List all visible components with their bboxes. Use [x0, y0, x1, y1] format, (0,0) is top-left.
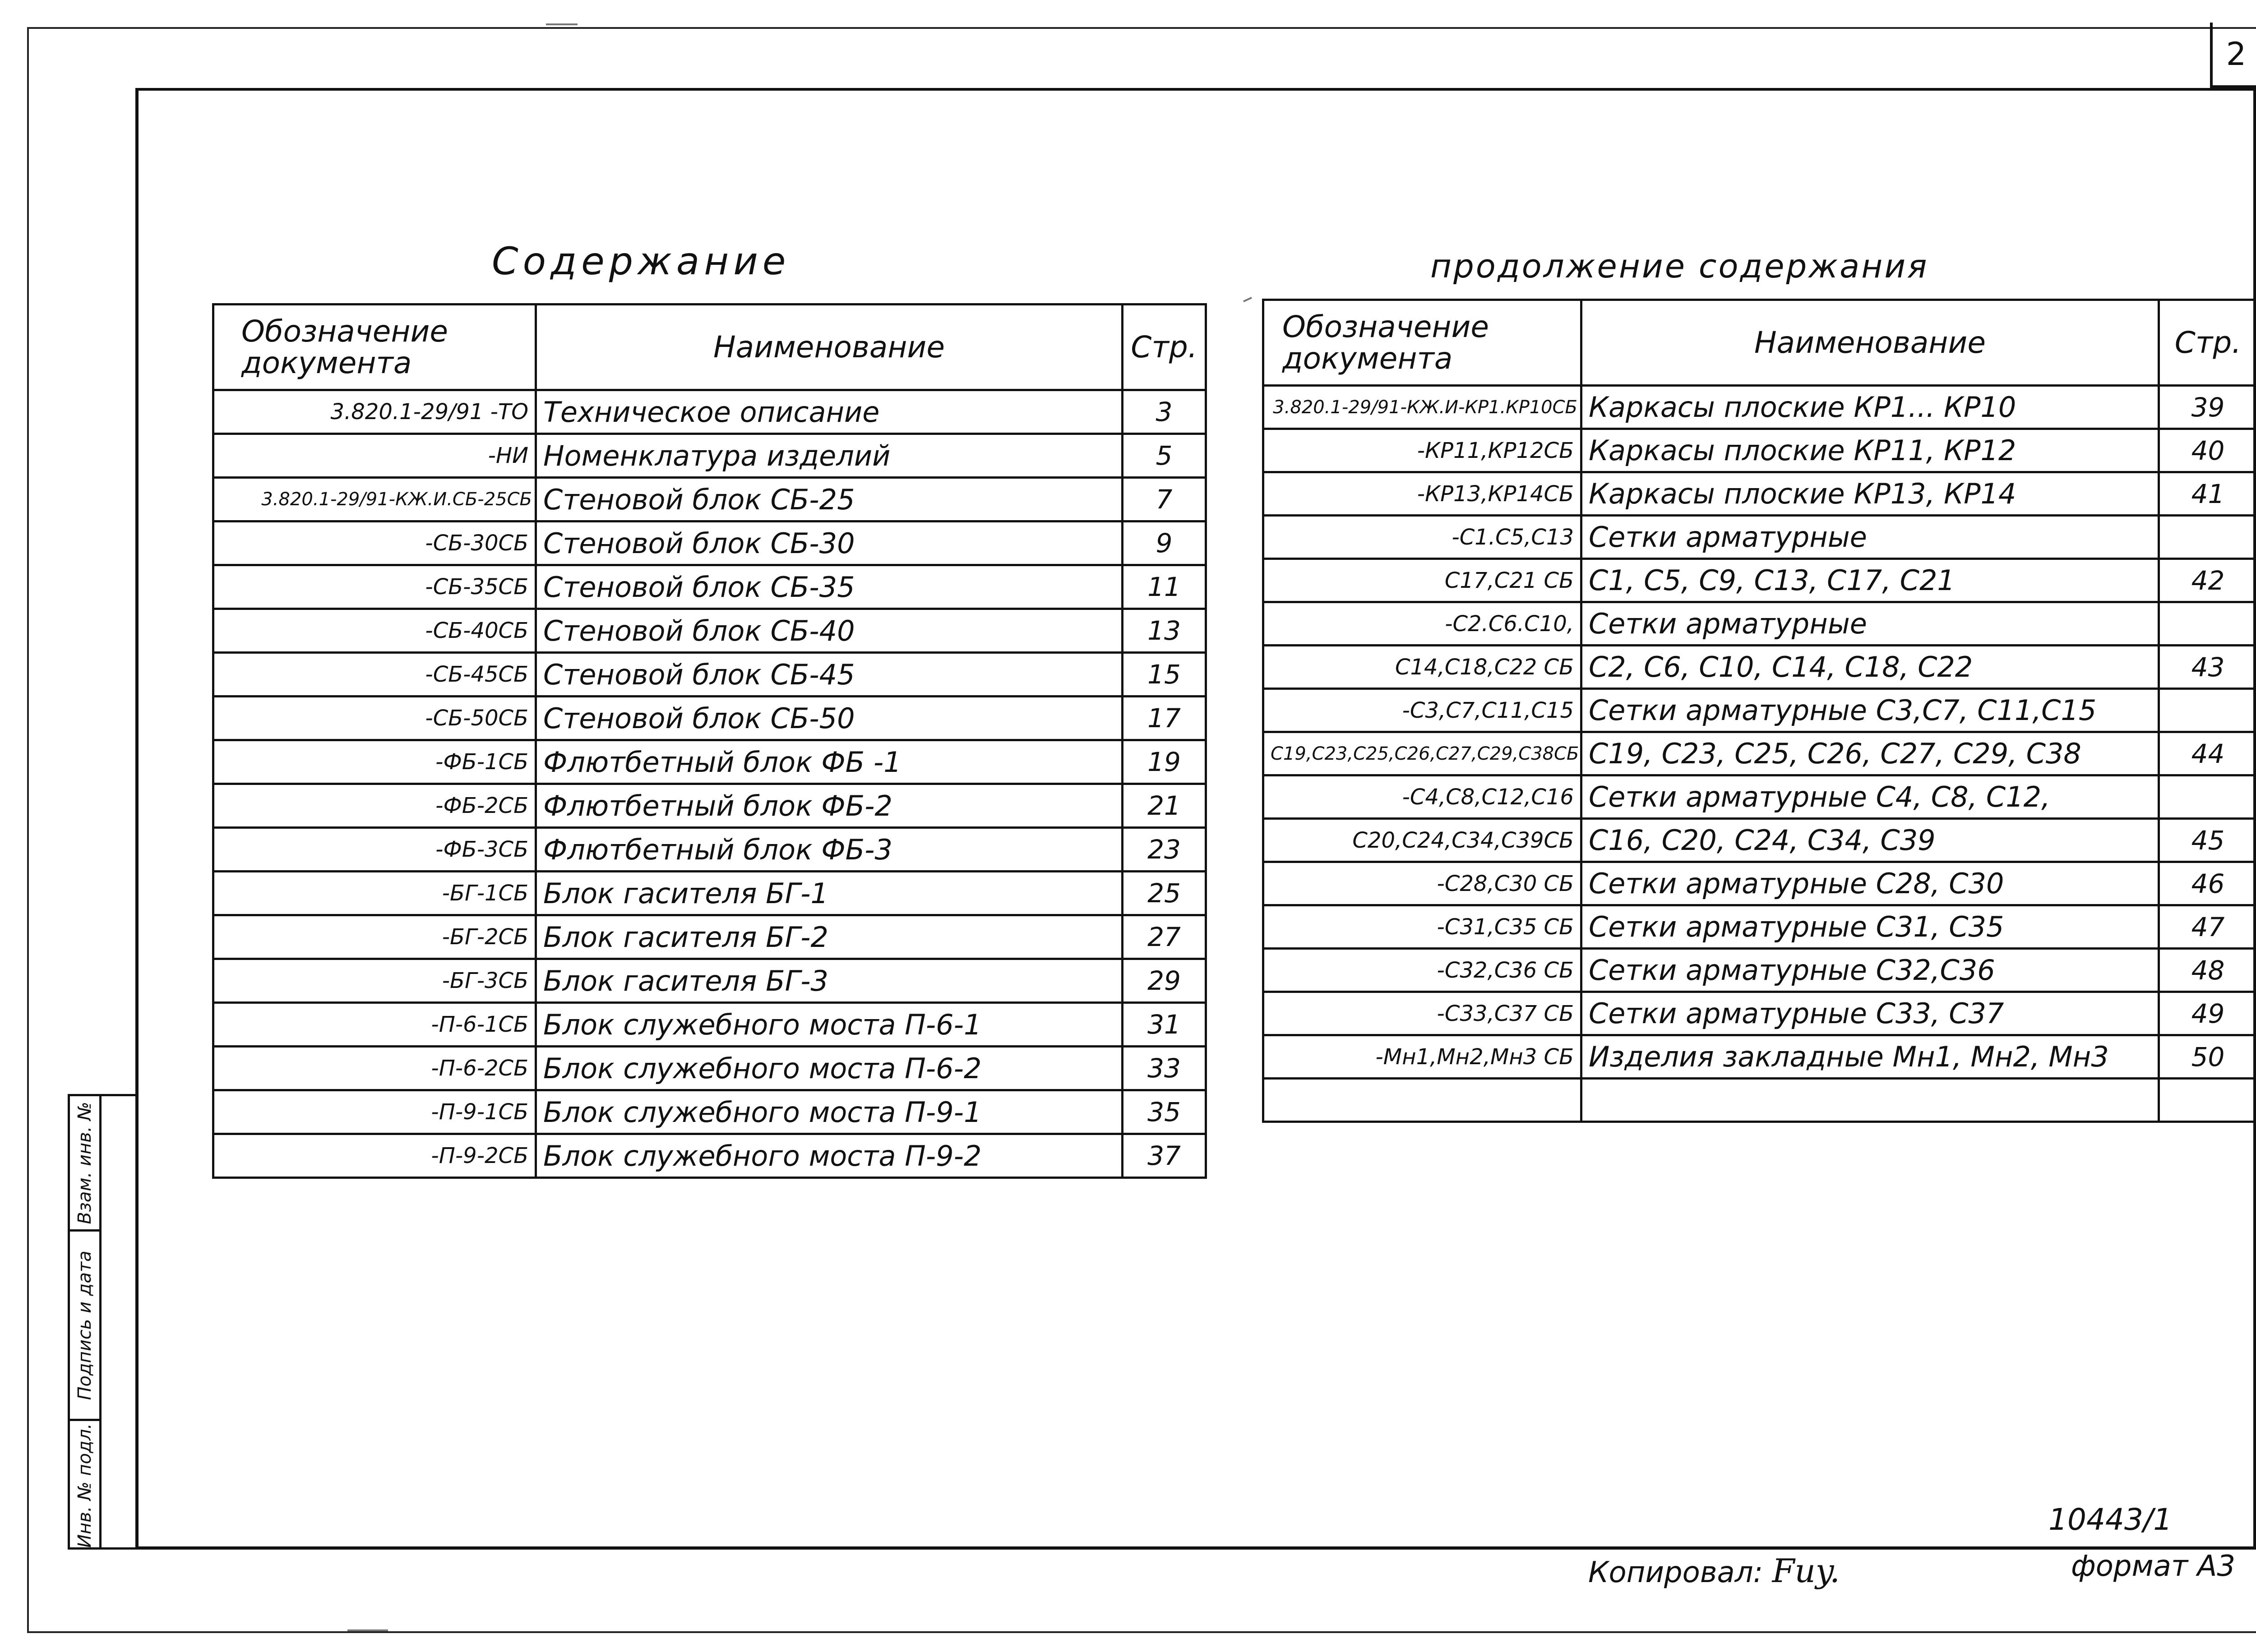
table-row — [1263, 905, 2256, 949]
approval-side-strip — [68, 1094, 135, 1550]
document-code: -БГ-3СБ — [213, 959, 536, 1003]
document-code: 3.820.1-29/91 -ТО — [213, 390, 536, 434]
document-code: -С28,С30 СБ — [1263, 862, 1581, 905]
document-code: -СБ-50СБ — [213, 697, 536, 740]
column-header-page: Стр. — [1123, 305, 1206, 390]
table-row — [213, 1047, 1206, 1090]
page-number: 40 — [2159, 429, 2256, 472]
document-name: Блок служебного моста П-6-1 — [536, 1003, 1123, 1047]
document-code: -П-6-1СБ — [213, 1003, 536, 1047]
page-number: 50 — [2159, 1035, 2256, 1079]
document-code: -ФБ-2СБ — [213, 784, 536, 828]
page-number — [2159, 689, 2256, 732]
toc-right-body — [1263, 386, 2256, 1122]
page-number: 11 — [1123, 565, 1206, 609]
document-name: Флютбетный блок ФБ-2 — [536, 784, 1123, 828]
table-row — [213, 565, 1206, 609]
table-row — [213, 784, 1206, 828]
table-row — [213, 959, 1206, 1003]
document-code: -С4,С8,С12,С16 — [1263, 775, 1581, 819]
document-code: -ФБ-3СБ — [213, 828, 536, 872]
table-row — [213, 521, 1206, 565]
document-code: -С3,С7,С11,С15 — [1263, 689, 1581, 732]
document-name: Сетки арматурные С3,С7, С11,С15 — [1581, 689, 2159, 732]
document-name: Сетки арматурные — [1581, 602, 2159, 646]
page-number: 33 — [1123, 1047, 1206, 1090]
document-name: С16, С20, С24, С34, С39 — [1581, 819, 2159, 862]
table-row — [1263, 559, 2256, 602]
document-code: С14,С18,С22 СБ — [1263, 646, 1581, 689]
document-name: С1, С5, С9, С13, С17, С21 — [1581, 559, 2159, 602]
page-number: 41 — [2159, 472, 2256, 516]
document-name: Сетки арматурные С31, С35 — [1581, 905, 2159, 949]
scan-mark — [546, 23, 578, 25]
table-header-row — [213, 305, 1206, 390]
document-name: Блок служебного моста П-9-2 — [536, 1134, 1123, 1178]
document-name: Изделия закладные Мн1, Мн2, Мн3 — [1581, 1035, 2159, 1079]
page-number: 29 — [1123, 959, 1206, 1003]
page-number — [2159, 602, 2256, 646]
page-number: 3 — [1123, 390, 1206, 434]
table-row — [1263, 602, 2256, 646]
document-name — [1581, 1079, 2159, 1122]
page-number: 49 — [2159, 992, 2256, 1035]
document-number: 10443/1 — [2048, 1502, 2173, 1537]
document-name: Сетки арматурные — [1581, 516, 2159, 559]
document-name: Каркасы плоские КР1... КР10 — [1581, 386, 2159, 429]
document-code: -П-9-1СБ — [213, 1090, 536, 1134]
document-code: -КР13,КР14СБ — [1263, 472, 1581, 516]
document-name: Техническое описание — [536, 390, 1123, 434]
page-number: 23 — [1123, 828, 1206, 872]
document-name: Стеновой блок СБ-50 — [536, 697, 1123, 740]
toc-table-left — [212, 303, 1207, 1179]
side-cell-replacement-inv — [70, 1096, 102, 1232]
table-row — [213, 740, 1206, 784]
table-row — [213, 915, 1206, 959]
toc-heading: Содержание — [492, 239, 791, 283]
page-number: 44 — [2159, 732, 2256, 775]
document-name: Стеновой блок СБ-35 — [536, 565, 1123, 609]
table-row — [213, 478, 1206, 521]
document-name: Блок гасителя БГ-3 — [536, 959, 1123, 1003]
document-code — [1263, 1079, 1581, 1122]
page-number: 7 — [1123, 478, 1206, 521]
document-name: Сетки арматурные С4, С8, С12, — [1581, 775, 2159, 819]
side-cell-original-inv — [70, 1421, 102, 1550]
page-number — [2159, 516, 2256, 559]
column-header-name: Наименование — [536, 305, 1123, 390]
document-name: Стеновой блок СБ-45 — [536, 653, 1123, 697]
document-code: С20,С24,С34,С39СБ — [1263, 819, 1581, 862]
table-row — [213, 653, 1206, 697]
document-name: Блок гасителя БГ-2 — [536, 915, 1123, 959]
document-name: Сетки арматурные С32,С36 — [1581, 949, 2159, 992]
sheet-format: формат А3 — [2071, 1550, 2236, 1583]
column-header-name: Наименование — [1581, 300, 2159, 386]
column-header-code: Обозначение документа — [1263, 300, 1581, 386]
table-row — [1263, 819, 2256, 862]
table-row — [213, 828, 1206, 872]
document-code: 3.820.1-29/91-КЖ.И.СБ-25СБ — [213, 478, 536, 521]
document-code: -С33,С37 СБ — [1263, 992, 1581, 1035]
document-code: -КР11,КР12СБ — [1263, 429, 1581, 472]
page-number: 25 — [1123, 872, 1206, 915]
document-code: -П-9-2СБ — [213, 1134, 536, 1178]
document-name: Блок гасителя БГ-1 — [536, 872, 1123, 915]
document-name: С19, С23, С25, С26, С27, С29, С38 — [1581, 732, 2159, 775]
table-row — [1263, 949, 2256, 992]
document-code: 3.820.1-29/91-КЖ.И-КР1.КР10СБ — [1263, 386, 1581, 429]
document-code: -С1.С5,С13 — [1263, 516, 1581, 559]
side-label: Взам. инв. № — [74, 1101, 95, 1224]
copier-signature: Fuy. — [1772, 1552, 1840, 1590]
document-name: Флютбетный блок ФБ -1 — [536, 740, 1123, 784]
side-label: Инв. № подл. — [74, 1423, 95, 1548]
page-number: 17 — [1123, 697, 1206, 740]
page-number — [2159, 775, 2256, 819]
table-row — [1263, 472, 2256, 516]
sheet-number: 2 — [2226, 36, 2247, 73]
copied-by — [1588, 1552, 1840, 1590]
document-code: -СБ-30СБ — [213, 521, 536, 565]
scan-mark — [347, 1629, 388, 1631]
column-header-code: Обозначение документа — [213, 305, 536, 390]
page-number: 19 — [1123, 740, 1206, 784]
page-number: 47 — [2159, 905, 2256, 949]
page-number: 35 — [1123, 1090, 1206, 1134]
document-code: -ФБ-1СБ — [213, 740, 536, 784]
table-row — [213, 434, 1206, 478]
side-cell-signature-date — [70, 1232, 102, 1421]
table-row — [1263, 862, 2256, 905]
document-code: -СБ-45СБ — [213, 653, 536, 697]
document-name: Каркасы плоские КР11, КР12 — [1581, 429, 2159, 472]
page-number: 46 — [2159, 862, 2256, 905]
document-name: Стеновой блок СБ-25 — [536, 478, 1123, 521]
page-number: 9 — [1123, 521, 1206, 565]
toc-table-right — [1262, 299, 2256, 1123]
document-code: -БГ-1СБ — [213, 872, 536, 915]
table-row — [1263, 1035, 2256, 1079]
page-number: 31 — [1123, 1003, 1206, 1047]
sheet-number-box — [2210, 23, 2256, 88]
copied-label: Копировал: — [1588, 1556, 1763, 1589]
document-name: Блок служебного моста П-9-1 — [536, 1090, 1123, 1134]
page-number: 43 — [2159, 646, 2256, 689]
document-name: Стеновой блок СБ-40 — [536, 609, 1123, 653]
table-row — [1263, 516, 2256, 559]
table-row — [1263, 732, 2256, 775]
table-row — [1263, 386, 2256, 429]
document-code: -НИ — [213, 434, 536, 478]
document-code: -Мн1,Мн2,Мн3 СБ — [1263, 1035, 1581, 1079]
document-name: Номенклатура изделий — [536, 434, 1123, 478]
page-number — [2159, 1079, 2256, 1122]
table-row — [213, 872, 1206, 915]
table-row — [1263, 992, 2256, 1035]
document-code: -П-6-2СБ — [213, 1047, 536, 1090]
page-number: 39 — [2159, 386, 2256, 429]
page-number: 37 — [1123, 1134, 1206, 1178]
document-code: -СБ-40СБ — [213, 609, 536, 653]
document-code: -С2.С6.С10, — [1263, 602, 1581, 646]
table-row — [213, 390, 1206, 434]
table-row — [1263, 775, 2256, 819]
page-number: 5 — [1123, 434, 1206, 478]
document-code: -БГ-2СБ — [213, 915, 536, 959]
page-number: 13 — [1123, 609, 1206, 653]
page-number: 45 — [2159, 819, 2256, 862]
table-row — [1263, 429, 2256, 472]
column-header-page: Стр. — [2159, 300, 2256, 386]
table-row — [1263, 646, 2256, 689]
table-row — [1263, 1079, 2256, 1122]
table-row — [213, 1090, 1206, 1134]
table-row — [213, 1134, 1206, 1178]
document-code: -СБ-35СБ — [213, 565, 536, 609]
document-name: Флютбетный блок ФБ-3 — [536, 828, 1123, 872]
document-name: Блок служебного моста П-6-2 — [536, 1047, 1123, 1090]
toc-left-body — [213, 390, 1206, 1178]
toc-continued-heading: продолжение содержания — [1430, 247, 1929, 285]
document-name: Сетки арматурные С28, С30 — [1581, 862, 2159, 905]
page-number: 27 — [1123, 915, 1206, 959]
document-code: -С31,С35 СБ — [1263, 905, 1581, 949]
table-row — [213, 697, 1206, 740]
table-row — [213, 1003, 1206, 1047]
page-number: 15 — [1123, 653, 1206, 697]
table-row — [1263, 689, 2256, 732]
document-name: Каркасы плоские КР13, КР14 — [1581, 472, 2159, 516]
document-name: С2, С6, С10, С14, С18, С22 — [1581, 646, 2159, 689]
document-name: Стеновой блок СБ-30 — [536, 521, 1123, 565]
document-code: С17,С21 СБ — [1263, 559, 1581, 602]
side-label: Подпись и дата — [74, 1250, 95, 1400]
document-code: С19,С23,С25,С26,С27,С29,С38СБ — [1263, 732, 1581, 775]
table-row — [213, 609, 1206, 653]
page-number: 42 — [2159, 559, 2256, 602]
document-code: -С32,С36 СБ — [1263, 949, 1581, 992]
table-header-row — [1263, 300, 2256, 386]
page-number: 48 — [2159, 949, 2256, 992]
page-number: 21 — [1123, 784, 1206, 828]
document-name: Сетки арматурные С33, С37 — [1581, 992, 2159, 1035]
